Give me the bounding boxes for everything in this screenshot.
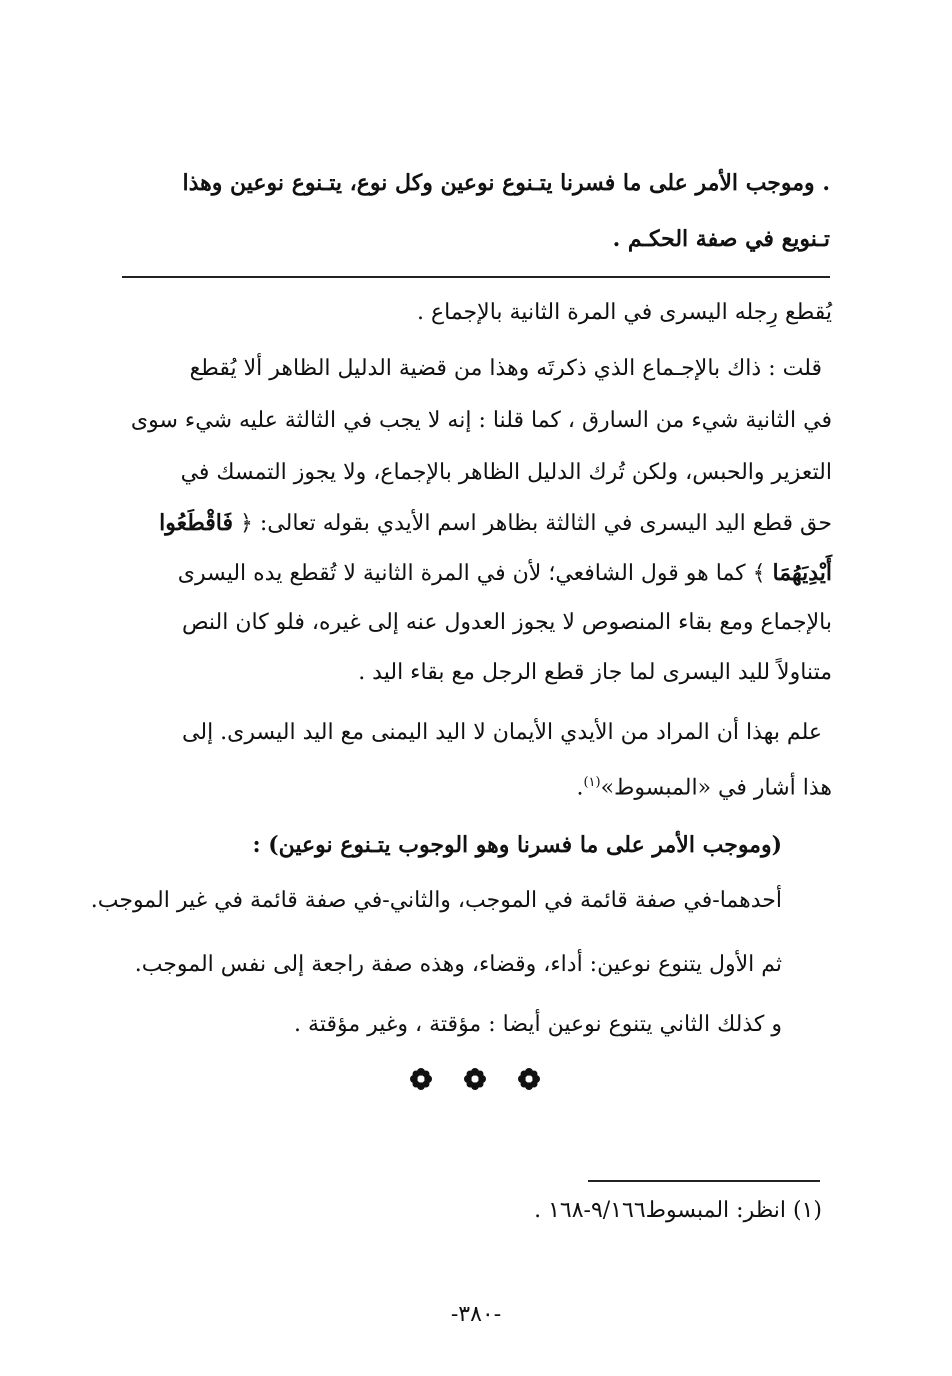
- paragraph-2-line-5-text: ﴾ كما هو قول الشافعي؛ لأن في المرة الثانية لا تُقطع يده اليسرى: [177, 561, 766, 586]
- footnote: (١) انظر: المبسوط٩/١٦٦-١٦٨ .: [534, 1198, 822, 1223]
- flower-ornament-icon: [410, 1068, 432, 1090]
- ornament-row: [410, 1068, 540, 1090]
- point-line-1: أحدهما-في صفة قائمة في الموجب، والثاني-في صفة قائمة في غير الموجب.: [90, 888, 782, 913]
- page-number: -٣٨٠-: [450, 1302, 502, 1327]
- paragraph-2-line-5: [178, 558, 832, 589]
- top-text-line-1: . وموجب الأمر على ما فسرنا يتـنوع نوعين وكل نوع، يتـنوع نوعين وهذا: [182, 170, 830, 196]
- paragraph-2-line-4: [159, 508, 832, 539]
- quran-quote-part-1: فَاقْطَعُوا: [159, 510, 234, 536]
- paragraph-3-line-2-text: هذا أشار في «المبسوط»: [600, 775, 832, 801]
- section-heading: (وموجب الأمر على ما فسرنا وهو الوجوب يتـنوع نوعين) :: [252, 832, 782, 858]
- paragraph-2-line-6: بالإجماع ومع بقاء المنصوص لا يجوز العدول عنه إلى غيره، فلو كان النص: [181, 610, 832, 635]
- point-line-3: و كذلك الثاني يتنوع نوعين أيضا : مؤقتة ، وغير مؤقتة .: [294, 1012, 782, 1037]
- footnote-divider: [588, 1180, 820, 1182]
- paragraph-2-line-2: في الثانية شيء من السارق ، كما قلنا : إنه لا يجب في الثالثة عليه شيء سوى: [130, 408, 832, 433]
- flower-ornament-icon: [464, 1068, 486, 1090]
- point-line-2: ثم الأول يتنوع نوعين: أداء، وقضاء، وهذه صفة راجعة إلى نفس الموجب.: [134, 952, 782, 977]
- paragraph-2-line-7: متناولاً لليد اليسرى لما جاز قطع الرجل مع بقاء اليد .: [358, 660, 832, 685]
- paragraph-3-line-1: علم بهذا أن المراد من الأيدي الأيمان لا اليد اليمنى مع اليد اليسرى. إلى: [182, 720, 822, 745]
- paragraph-2-line-1: قلت : ذاك بالإجـماع الذي ذكرتَه وهذا من قضية الدليل الظاهر ألا يُقطع: [189, 356, 822, 381]
- paragraph-2-line-4-text: حق قطع اليد اليسرى في الثالثة بظاهر اسم الأيدي بقوله تعالى: ﴿: [240, 511, 832, 536]
- section-divider: [122, 276, 830, 278]
- paragraph-3-line-2: [576, 768, 832, 803]
- paragraph-3-line-2-end: .: [576, 775, 584, 801]
- top-text-line-2: تـنويع في صفة الحكـم .: [612, 226, 830, 252]
- paragraph-1: يُقطع رِجله اليسرى في المرة الثانية بالإجماع .: [417, 300, 832, 325]
- quran-quote-part-2: أَيْدِيَهُمَا: [772, 560, 832, 586]
- flower-ornament-icon: [518, 1068, 540, 1090]
- footnote-marker: (١): [583, 775, 601, 790]
- paragraph-2-line-3: التعزير والحبس، ولكن تُرك الدليل الظاهر بالإجماع، ولا يجوز التمسك في: [180, 460, 832, 485]
